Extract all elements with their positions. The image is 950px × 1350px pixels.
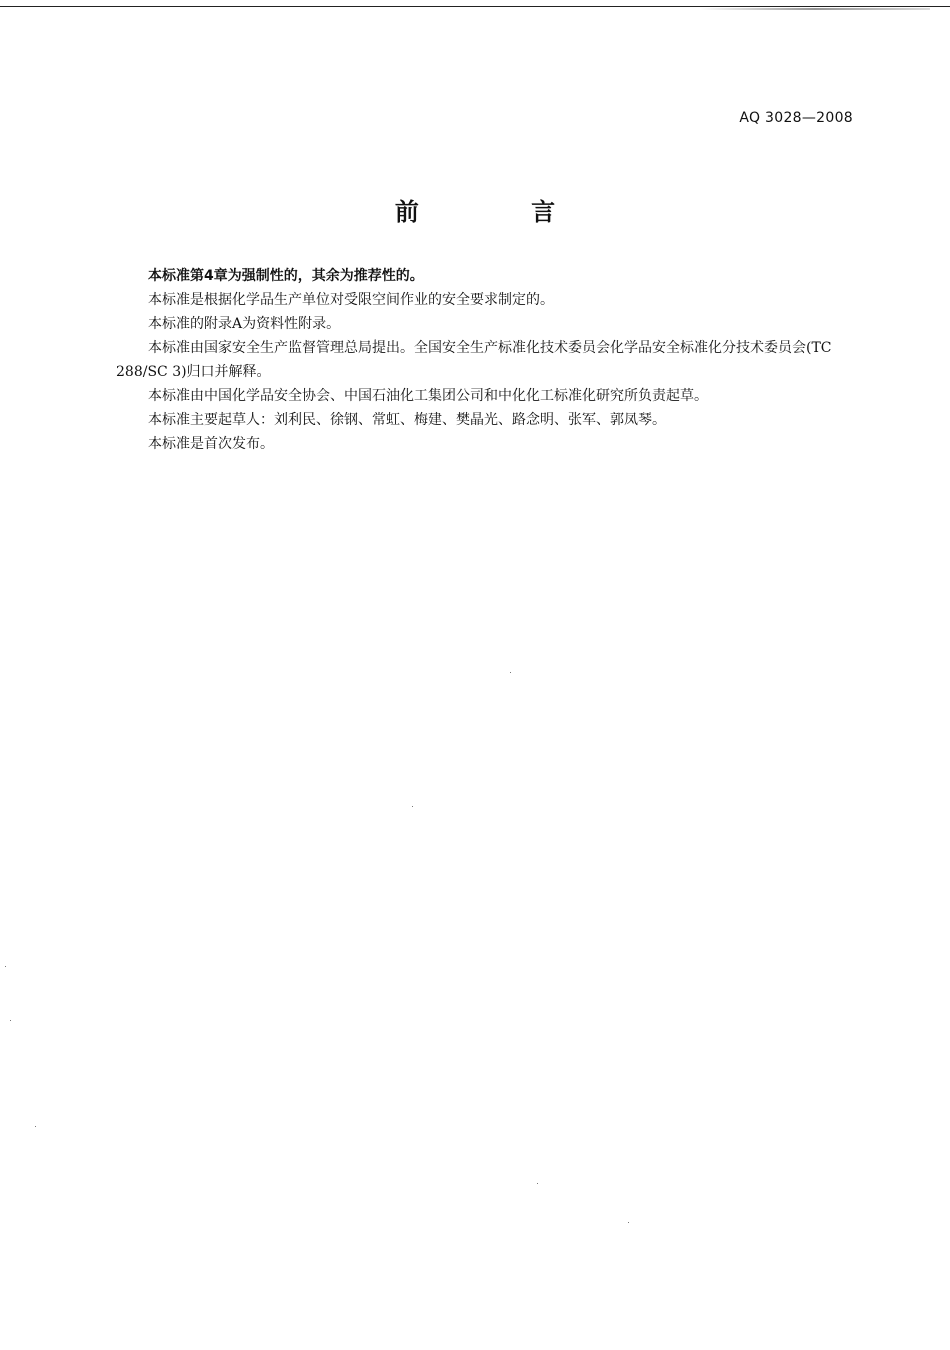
scan-speck — [10, 1020, 11, 1021]
paragraph-mandatory-clause: 本标准第4章为强制性的，其余为推荐性的。 — [148, 268, 424, 284]
paragraph-first-release: 本标准是首次发布。 — [148, 436, 274, 452]
scan-speck — [5, 966, 6, 967]
page-title: 前 言 — [394, 198, 608, 226]
paragraph-annex: 本标准的附录A为资料性附录。 — [148, 316, 341, 332]
scan-speck — [537, 1183, 538, 1184]
paragraph-drafting-units: 本标准由中国化学品安全协会、中国石油化工集团公司和中化化工标准化研究所负责起草。 — [148, 388, 708, 404]
scan-speck — [628, 1222, 629, 1223]
paragraph-drafters: 本标准主要起草人：刘利民、徐钢、常虹、梅建、樊晶光、路念明、张军、郭凤琴。 — [148, 412, 666, 428]
top-border-line — [0, 6, 950, 7]
standard-code: AQ 3028—2008 — [739, 110, 853, 126]
scan-speck — [510, 672, 511, 673]
foreword-body — [116, 264, 856, 456]
top-border-scan-artifact — [700, 8, 930, 10]
scan-speck — [412, 806, 413, 807]
paragraph-basis: 本标准是根据化学品生产单位对受限空间作业的安全要求制定的。 — [148, 292, 554, 308]
scan-speck — [35, 1126, 36, 1127]
paragraph-proposer: 本标准由国家安全生产监督管理总局提出。全国安全生产标准化技术委员会化学品安全标准化分技术委员会(TC 288/SC 3)归口并解释。 — [116, 340, 832, 380]
